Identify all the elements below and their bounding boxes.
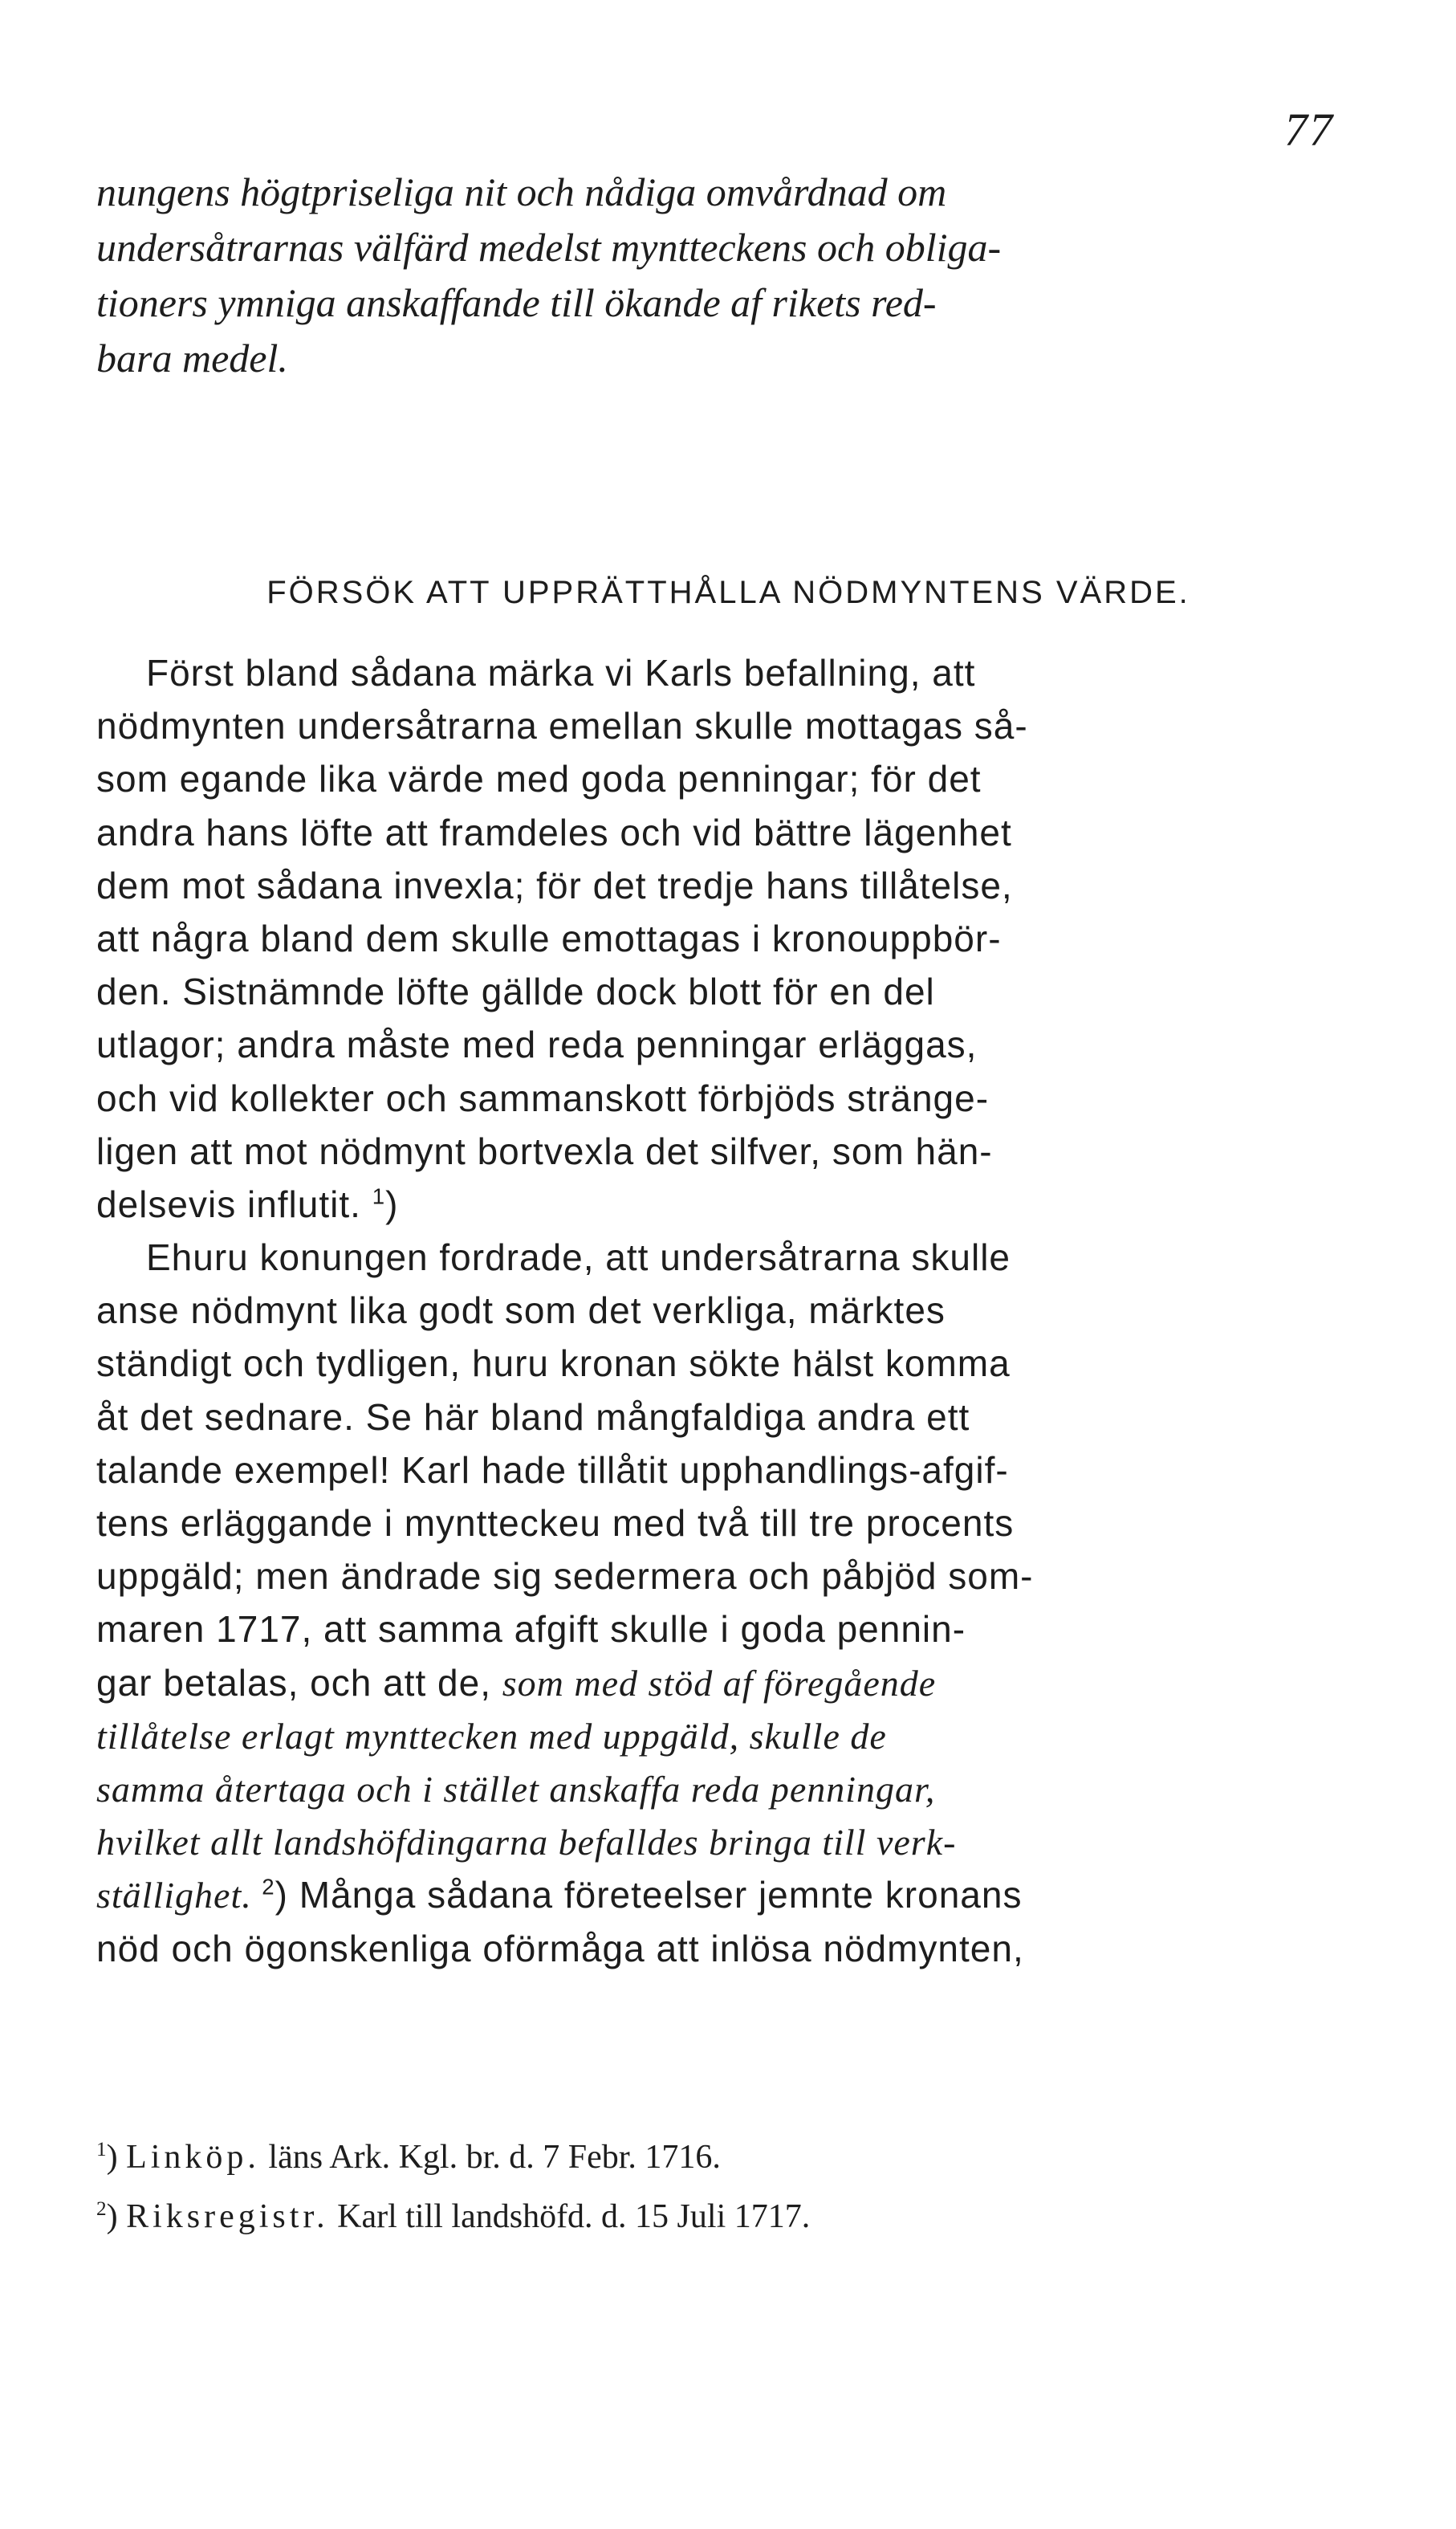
text-line: den. Sistnämnde löfte gällde dock blott för en del <box>96 971 935 1013</box>
footnote-reference: 1 <box>372 1183 386 1209</box>
line-text: gar betalas, och att de, <box>96 1661 502 1704</box>
text-line: maren 1717, att samma afgift skulle i goda pennin- <box>96 1608 966 1651</box>
footnote: $^1$) Linköp. läns Ark. Kgl. br. d. 7 Febr. 1716. <box>96 2139 721 2176</box>
text-line <box>96 1815 1360 1868</box>
footnote-text: läns Ark. Kgl. br. d. 7 Febr. 1716. <box>259 2139 721 2176</box>
intro-paragraph <box>96 165 1360 386</box>
text-line: bara medel. <box>96 336 288 381</box>
italic-text: hvilket allt landshöfdingarna befalldes bringa till verk- <box>96 1822 957 1863</box>
line-text: delsevis influtit. <box>96 1183 372 1225</box>
text-line: nödmynten undersåtrarna emellan skulle mottagas så- <box>96 705 1028 747</box>
text-line: delsevis influtit. $^1$) <box>96 1183 399 1225</box>
text-line <box>96 1709 1360 1762</box>
footnote-source: Riksregistr. <box>126 2198 329 2235</box>
text-line <box>96 1762 1360 1815</box>
text-line: att några bland dem skulle emottagas i kronouppbör- <box>96 917 1002 959</box>
footnote-reference: 2 <box>262 1874 275 1900</box>
text-line: åt det sednare. Se här bland mångfaldiga andra ett <box>96 1395 970 1438</box>
section-heading: FÖRSÖK ATT UPPRÄTTHÅLLA NÖDMYNTENS VÄRDE. <box>266 575 1190 610</box>
text-line: Först bland sådana märka vi Karls befallning, att <box>146 652 976 694</box>
text-line: nungens högtpriseliga nit och nådiga omvårdnad om <box>96 169 947 214</box>
text-line: andra hans löfte att framdeles och vid bättre lägenhet <box>96 811 1012 853</box>
text-line: ständigt och tydligen, huru kronan sökte hälst komma <box>96 1342 1011 1385</box>
italic-text: samma återtaga och i stället anskaffa reda penningar, <box>96 1768 936 1810</box>
text-line: talande exempel! Karl hade tillåtit upphandlings-afgif- <box>96 1448 1009 1491</box>
text-line: ställighet. $^2$) Många sådana företeelser jemnte kronans <box>96 1874 1023 1916</box>
text-line: som egande lika värde med goda penningar; för det <box>96 758 982 800</box>
footnotes <box>96 2128 1360 2246</box>
footnote-mark: 2 <box>96 2198 107 2220</box>
text-line: dem mot sådana invexla; för det tredje hans tillåtelse, <box>96 864 1013 906</box>
italic-text: ställighet. <box>96 1875 262 1916</box>
text-line <box>96 1656 1360 1709</box>
footnote-mark: 1 <box>96 2139 107 2160</box>
page-number: 77 <box>1284 104 1334 156</box>
italic-text: tillåtelse erlagt mynttecken med uppgäld, skulle de <box>96 1715 887 1757</box>
text-line: uppgäld; men ändrade sig sedermera och påbjöd som- <box>96 1555 1034 1598</box>
text-line: Ehuru konungen fordrade, att undersåtrarna skulle <box>146 1236 1011 1279</box>
body-paragraphs <box>96 646 1360 1975</box>
footnote-source: Linköp. <box>126 2139 260 2176</box>
text-line: tioners ymniga anskaffande till ökande af rikets red- <box>96 280 937 325</box>
text-line: och vid kollekter och sammanskott förbjöds stränge- <box>96 1077 990 1119</box>
text-line: undersåtrarnas välfärd medelst myntteckens och obliga- <box>96 225 1002 270</box>
text-line: anse nödmynt lika godt som det verkliga, märktes <box>96 1289 946 1332</box>
text-line: ligen att mot nödmynt bortvexla det silfver, som hän- <box>96 1130 993 1172</box>
footnote-text: Karl till landshöfd. d. 15 Juli 1717. <box>328 2198 811 2235</box>
footnote: $^2$) Riksregistr. Karl till landshöfd. d. 15 Juli 1717. <box>96 2198 811 2235</box>
text-line: utlagor; andra måste med reda penningar erläggas, <box>96 1024 978 1066</box>
text-line: tens erläggande i myntteckeu med två till tre procents <box>96 1502 1015 1544</box>
line-text: Många sådana företeelser jemnte kronans <box>287 1874 1023 1916</box>
text-line: nöd och ögonskenliga oförmåga att inlösa nödmynten, <box>96 1927 1024 1969</box>
italic-text: som med stöd af föregående <box>502 1662 937 1704</box>
